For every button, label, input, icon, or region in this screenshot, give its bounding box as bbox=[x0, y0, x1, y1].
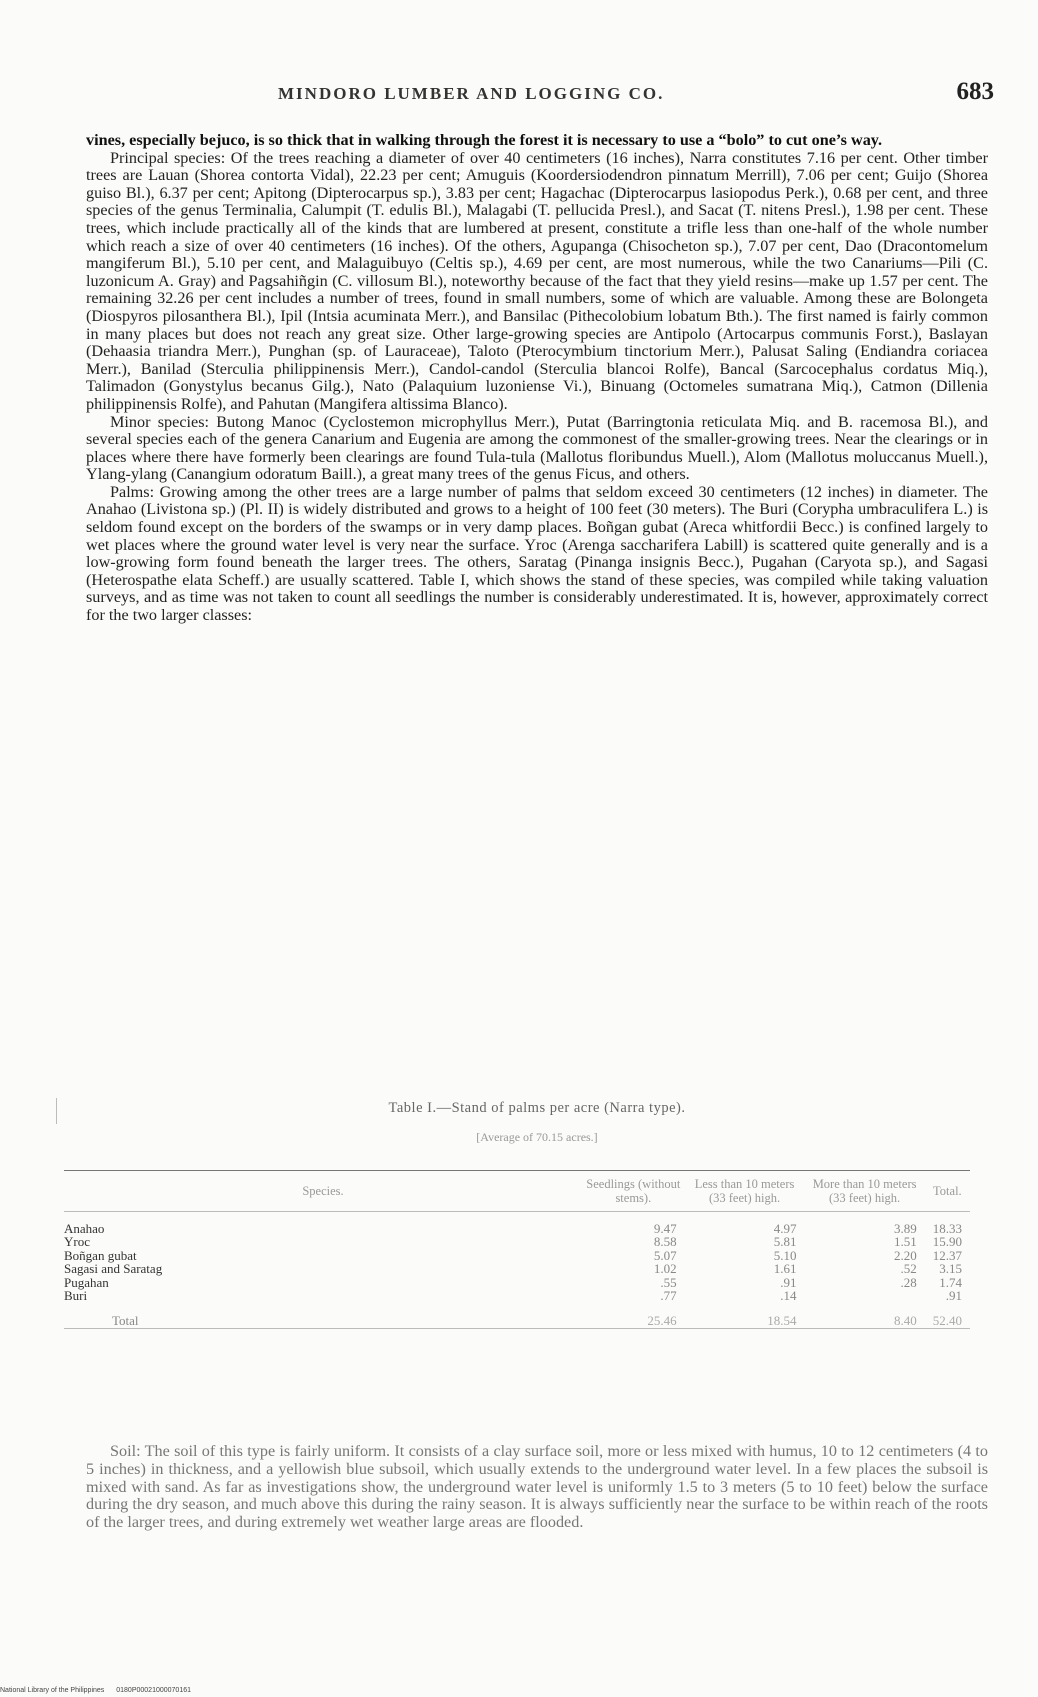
total-value: 12.37 bbox=[932, 1247, 962, 1263]
total-value: 3.15 bbox=[939, 1261, 962, 1277]
species-name: Pugahan bbox=[64, 1274, 109, 1290]
more-value bbox=[804, 1289, 924, 1302]
table-row bbox=[64, 1235, 970, 1248]
seedlings-value: .77 bbox=[660, 1288, 677, 1304]
total-more: 8.40 bbox=[804, 1302, 924, 1328]
paragraph-palms: Palms: Growing among the other trees are a large number of palms that seldom exceed 30 centimeters (12 inches) in diameter. The Anahao (Livistona sp.) (Pl. II) is widely distributed and grows to a height of 100 feet (30 meters). The Buri (Corypha umbraculifera L.) is seldom found except on the borders of the swamps or in very damp places. Boñgan gubat (Areca whitfordii Becc.) is confined largely to wet places where the ground water level is very near the surface. Yroc (Arenga saccharifera Labill) is scattered quite generally and is a low-growing form found beneath the larger trees. The others, Saratag (Pinanga insignis Becc.), Pugahan (Caryota sp.), and Sagasi (Heterospathe elata Scheff.) are usually scattered. Table I, which shows the stand of these species, was compiled while taking valuation surveys, and as time was not taken to count all seedlings the number is considerably underestimated. It is, however, approximately correct for the two larger classes: bbox=[86, 482, 988, 625]
header-species: Species. bbox=[64, 1171, 582, 1212]
total-value: .91 bbox=[945, 1288, 962, 1304]
table-row bbox=[64, 1276, 970, 1289]
more-value: 2.20 bbox=[893, 1247, 917, 1263]
table-row bbox=[64, 1249, 970, 1262]
species-name: Buri bbox=[64, 1288, 88, 1304]
less-value: 1.61 bbox=[773, 1261, 797, 1277]
margin-mark bbox=[56, 1098, 57, 1124]
soil-section bbox=[86, 1443, 988, 1532]
header-total: Total. bbox=[925, 1171, 970, 1212]
less-value: 4.97 bbox=[773, 1221, 797, 1236]
less-value: 5.10 bbox=[773, 1247, 797, 1263]
total-label: Total bbox=[64, 1302, 582, 1328]
body-text bbox=[86, 132, 988, 625]
more-value: 3.89 bbox=[893, 1221, 917, 1236]
header-less-than-10m: Less than 10 meters (33 feet) high. bbox=[685, 1171, 805, 1212]
table-row bbox=[64, 1289, 970, 1302]
table-total-row bbox=[64, 1302, 970, 1328]
total-value: 18.33 bbox=[932, 1221, 962, 1236]
seedlings-value: 8.58 bbox=[653, 1234, 677, 1250]
species-name: Boñgan gubat bbox=[64, 1247, 137, 1263]
table-subcaption: [Average of 70.15 acres.] bbox=[476, 1130, 598, 1144]
seedlings-value: .55 bbox=[660, 1274, 677, 1290]
total-seedlings: 25.46 bbox=[582, 1302, 685, 1328]
paragraph-minor-species: Minor species: Butong Manoc (Cyclostemon microphyllus Merr.), Putat (Barringtonia reticulata Miq. and B. racemosa Bl.), and several species each of the genera Canarium and Eugenia are among the commonest of the smaller-growing trees. Near the clearings or in places where there have formerly been clearings are found Tula-tula (Mallotus floribundus Muell.), Alom (Mallotus moluccanus Muell.), Ylang-ylang (Canangium odoratum Baill.), a great many trees of the genus Ficus, and others. bbox=[86, 412, 988, 484]
header-seedlings: Seedlings (without stems). bbox=[582, 1171, 685, 1212]
paragraph-principal-species: Principal species: Of the trees reaching a diameter of over 40 centimeters (16 inches), Narra constitutes 7.16 per cent. Other timber trees are Lauan (Shorea contorta Vidal), 22.23 per cent; Amuguis (Koordersiodendron pinnatum Merrill), 7.06 per cent; Guijo (Shorea guiso Bl.), 6.37 per cent; Apitong (Dipterocarpus sp.), 3.83 per cent; Hagachac (Dipterocarpus lasiopodus Perk.), 0.68 per cent, and three species of the genus Terminalia, Calumpit (T. edulis Bl.), Malagabi (T. pellucida Presl.), and Sacat (T. nitens Presl.), 1.98 per cent. These trees, which include practically all of the kinds that are lumbered at present, constitute a trifle less than one-half of the whole number which reach a size of over 40 centimeters (16 inches). Of the others, Agupanga (Chisocheton sp.), 7.07 per cent, Dao (Dracontomelum mangiferum Bl.), 5.10 per cent, and Malaguibuyo (Celtis sp.), 4.69 per cent, are most numerous, while the two Canariums—Pili (C. luzonicum A. Gray) and Pagsahiñgin (C. villosum Bl.), noteworthy because of the fact that they yield resins—make up 1.57 per cent. The remaining 32.26 per cent includes a number of trees, found in small numbers, some of which are valuable. Among these are Bolongeta (Diospyros pilosanthera Bl.), Ipil (Intsia acuminata Merr.), and Bansilac (Pithecolobium lobatum Bth.). The first named is fairly common in many places but does not reach any great size. Other large-growing species are Antipolo (Artocarpus communis Forst.), Baslayan (Dehaasia triandra Merr.), Punghan (sp. of Lauraceae), Taloto (Pterocymbium tinctorium Merr.), Palusat Saling (Endiandra coriacea Merr.), Banilad (Sterculia philippinensis Merr.), Candol-candol (Sterculia blancoi Rolfe), Bancal (Sarcocephalus cordatus Miq.), Talimadon (Gonystylus becanus Gilg.), Nato (Palaquium luzoniense Vi.), Binuang (Octomeles sumatrana Miq.), Catmon (Dillenia philippinensis Rolfe), and Pahutan (Mangifera altissima Blanco). bbox=[86, 148, 988, 413]
palm-stand-table bbox=[64, 1170, 970, 1329]
species-name: Anahao bbox=[64, 1221, 105, 1236]
grand-total: 52.40 bbox=[925, 1302, 970, 1328]
table-row bbox=[64, 1212, 970, 1236]
page-number: 683 bbox=[956, 78, 994, 105]
more-value: .28 bbox=[900, 1274, 917, 1290]
table-row bbox=[64, 1262, 970, 1275]
total-value: 15.90 bbox=[932, 1234, 962, 1250]
seedlings-value: 1.02 bbox=[653, 1261, 677, 1277]
header-more-than-10m: More than 10 meters (33 feet) high. bbox=[804, 1171, 924, 1212]
footer-code: 0180P00021000070161 bbox=[116, 1687, 191, 1694]
paragraph-soil: Soil: The soil of this type is fairly uniform. It consists of a clay surface soil, more or less mixed with humus, 10 to 12 centimeters (4 to 5 inches) in thickness, and a yellowish blue subsoil, which usually extends to the underground water level. In a few places the subsoil is mixed with sand. As far as investigations show, the underground water level is uniformly 1.5 to 3 meters (5 to 10 feet) below the surface during the dry season, and much above this during the rainy season. It is always sufficiently near the surface to be within reach of the roots of the larger trees, and during extremely wet weather large areas are flooded. bbox=[86, 1442, 988, 1532]
paragraph-vines: vines, especially bejuco, is so thick that in walking through the forest it is necessary to use a “bolo” to cut one’s way. bbox=[86, 131, 883, 149]
more-value: 1.51 bbox=[893, 1234, 917, 1250]
less-value: .91 bbox=[780, 1274, 797, 1290]
less-value: .14 bbox=[780, 1288, 797, 1304]
seedlings-value: 9.47 bbox=[653, 1221, 677, 1236]
scan-footer bbox=[0, 1687, 201, 1694]
page-header bbox=[88, 78, 994, 112]
more-value: .52 bbox=[900, 1261, 917, 1277]
table-caption: Table I.—Stand of palms per acre (Narra type). bbox=[388, 1100, 686, 1116]
total-value: 1.74 bbox=[939, 1274, 962, 1290]
table-header-row bbox=[64, 1171, 970, 1212]
running-title: MINDORO LUMBER AND LOGGING CO. bbox=[278, 84, 665, 103]
species-name: Yroc bbox=[64, 1234, 90, 1250]
less-value: 5.81 bbox=[773, 1234, 797, 1250]
total-less: 18.54 bbox=[685, 1302, 805, 1328]
seedlings-value: 5.07 bbox=[653, 1247, 677, 1263]
species-name: Sagasi and Saratag bbox=[64, 1261, 163, 1277]
footer-library: National Library of the Philippines bbox=[0, 1687, 105, 1694]
